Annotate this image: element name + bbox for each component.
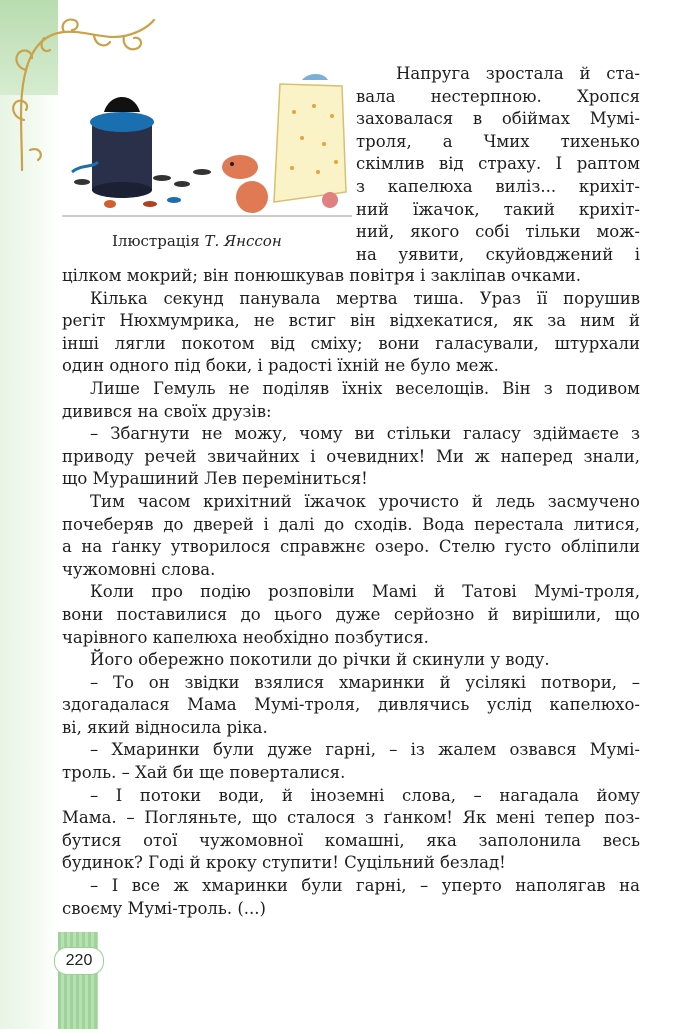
body-text-line: ві, який відносила ріка. [62,717,268,737]
side-text-line: вала нестерпною. Хропся [356,86,640,106]
body-text-line: – Хмаринки були дуже гарні, – із жалем озвався Мумі- [90,740,640,760]
moomin-figure [222,155,258,179]
body-text [62,265,640,920]
body-text-line: чарівного капелюха необхідно позбутися. [62,627,429,647]
side-text-line: троля, а Чмих тихенько [356,131,640,151]
body-text-line: регіт Нюхмумрика, не встиг він відхекатися, як за ним й [62,311,640,331]
body-text-line: чужомовні слова. [62,559,216,579]
body-text-line: – І потоки води, й іноземні слова, – нагадала йому [90,785,640,805]
body-text-line: один одного під боки, і радості їхній не було меж. [62,356,499,376]
body-text-line: що Мурашиний Лев переміниться! [62,469,368,489]
body-text-line: – Збагнути не можу, чому ви стільки галасу здіймаєте з [90,424,640,444]
body-text-line: Кілька секунд панувала мертва тиша. Ураз її порушив [90,288,640,308]
body-text-line: почеберяв до дверей і далі до сходів. Вода перестала литися, [62,514,640,534]
body-text-line: будинок? Годі й кроку ступити! Суцільний безлад! [62,853,506,873]
caption-author: Т. Янссон [204,232,282,250]
body-text-line: – І все ж хмаринки були гарні, – уперто наполягав на [90,876,640,896]
body-text-line: інші лягли покотом від сміху; вони галасували, штурхали [62,333,640,353]
body-text-line: Тим часом крихітний їжачок урочисто й ледь засмучено [90,491,640,511]
page-number: 220 [54,947,104,975]
caption-prefix: Ілюстрація [112,232,200,250]
body-text-line: Лише Гемуль не поділяв їхніх веселощів. Він з подивом [90,378,640,398]
illustration-caption [112,232,342,250]
illustration [62,72,352,222]
side-text-line: з капелюха виліз... крихіт- [356,176,640,196]
body-text-line: здогадалася Мама Мумі-троля, дивлячись услід капелюхо- [62,695,640,715]
body-text-line: цілком мокрий; він понюшкував повітря і закліпав очками. [62,266,581,285]
body-text-line: приводу речей звичайних і очевидних! Ми ж наперед знали, [62,446,640,466]
side-text-line: ний їжачок, такий крихіт- [356,199,640,219]
body-text-line: Його обережно покотили до річки й скинули у воду. [90,650,550,670]
body-text-line: а на ґанку утворилося справжнє озеро. Стелю густо обліпили [62,537,640,557]
side-text-line: скімлив від страху. І раптом [356,154,640,174]
side-paragraph [356,63,640,266]
body-text-line: Коли про подію розповіли Мамі й Татові Мумі-троля, [90,582,640,602]
body-text-line: – То он звідки взялися хмаринки й усілякі потвори, – [90,672,640,692]
side-text-line: ний, якого собі тільки мож- [356,222,640,242]
body-text-line: своєму Мумі-троль. (...) [62,898,266,918]
side-text-line: заховалася в обіймах Мумі- [356,109,640,129]
side-text-line: на уявити, скуйовджений і [356,244,640,264]
body-text-line: вони поставилися до цього дуже серйозно й вирішили, що [62,604,640,624]
body-text-line: Мама. – Погляньте, що сталося з ґанком! Як мені тепер поз- [62,808,640,828]
body-text-line: дивився на своїх друзів: [62,401,272,421]
side-text-line: Напруга зростала й ста- [396,64,640,83]
body-text-line: бутися отої чужомовної комашні, яка заполонила весь [62,830,640,850]
body-text-line: троль. – Хай би ще поверталися. [62,763,346,783]
tablecloth [274,84,346,202]
